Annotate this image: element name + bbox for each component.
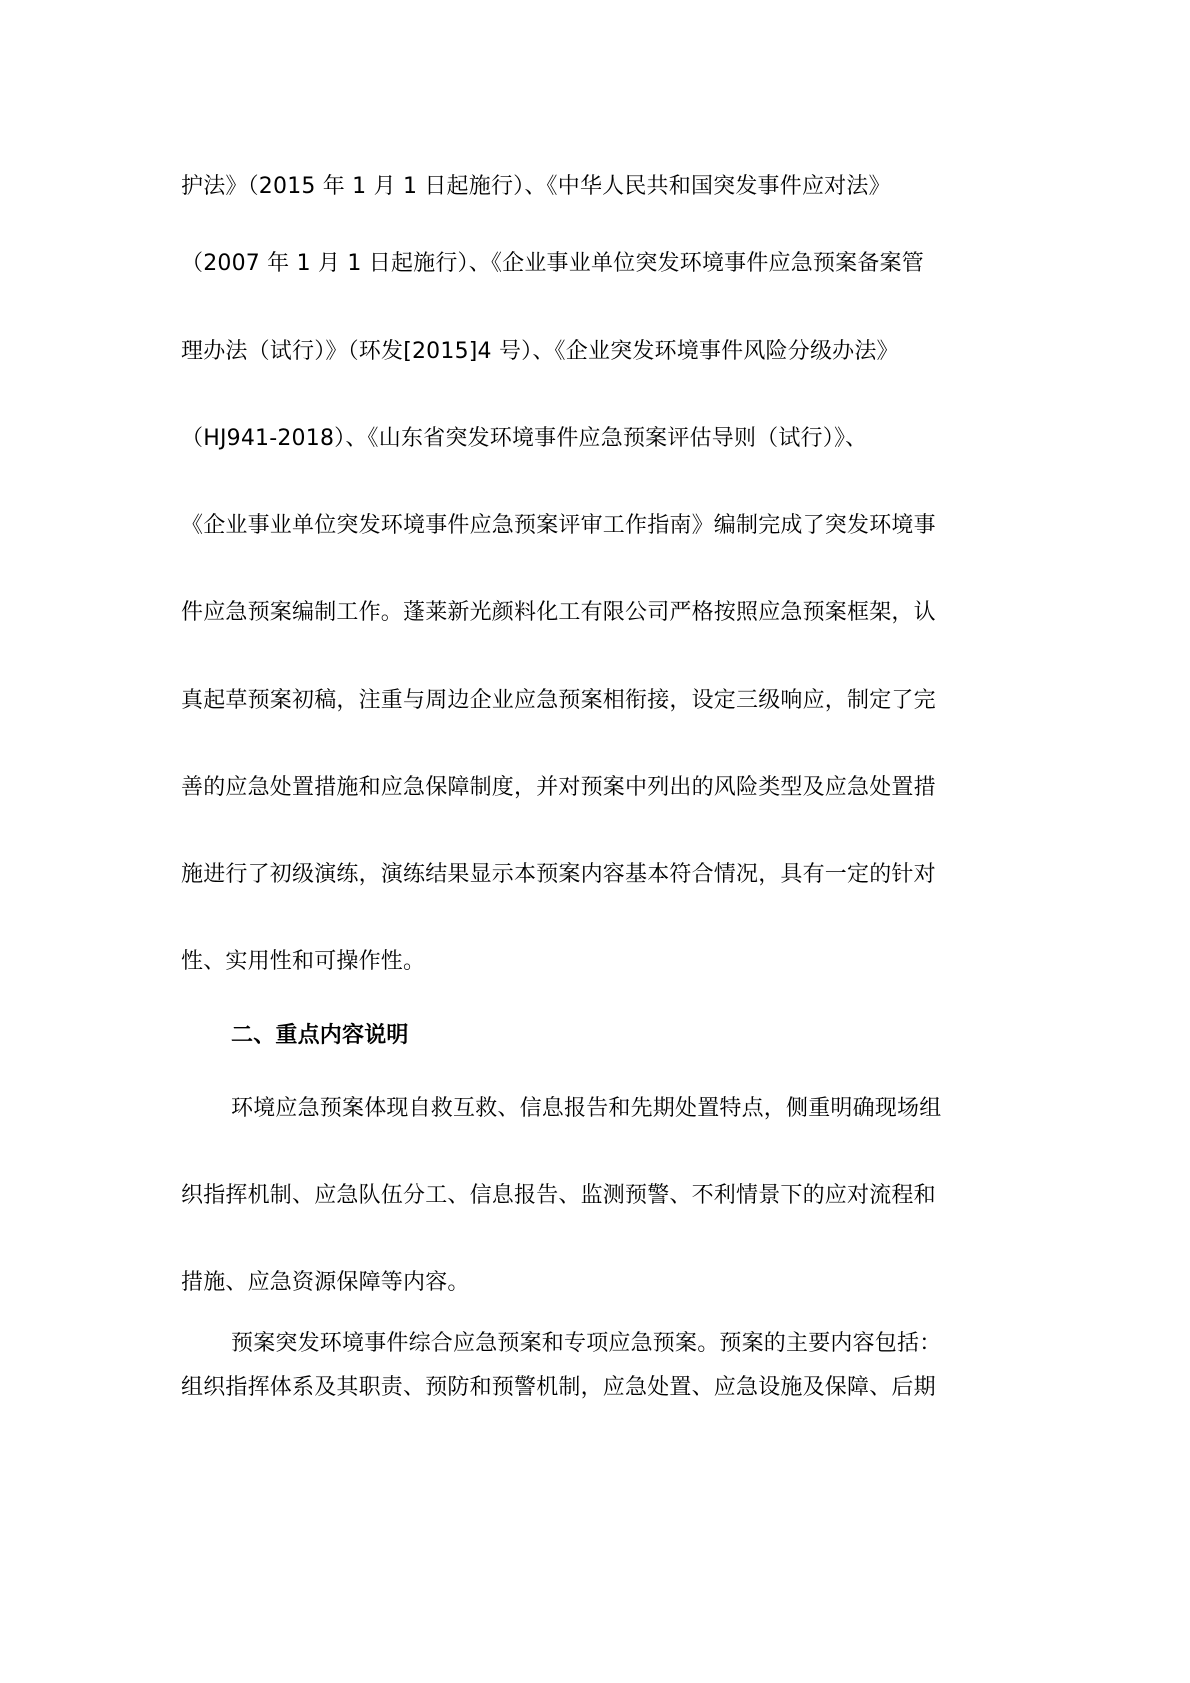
body-text-line: 措施、应急资源保障等内容。 bbox=[181, 1270, 470, 1295]
body-text-line: 件应急预案编制工作。蓬莱新光颜料化工有限公司严格按照应急预案框架，认 bbox=[181, 600, 936, 625]
body-text-line: 理办法（试行）》（环发[2015]4 号）、《企业突发环境事件风险分级办法》 bbox=[181, 339, 899, 364]
body-text-line: 善的应急处置措施和应急保障制度，并对预案中列出的风险类型及应急处置措 bbox=[181, 775, 936, 800]
body-text-line: 施进行了初级演练，演练结果显示本预案内容基本符合情况，具有一定的针对 bbox=[181, 862, 936, 887]
body-text-line: 预案突发环境事件综合应急预案和专项应急预案。预案的主要内容包括： bbox=[231, 1331, 942, 1356]
body-text-line: 《企业事业单位突发环境事件应急预案评审工作指南》编制完成了突发环境事 bbox=[181, 513, 936, 538]
body-text-line: （2007 年 1 月 1 日起施行）、《企业事业单位突发环境事件应急预案备案管 bbox=[181, 251, 924, 276]
body-text-line: 性、实用性和可操作性。 bbox=[181, 949, 426, 974]
body-text-line: 织指挥机制、应急队伍分工、信息报告、监测预警、不利情景下的应对流程和 bbox=[181, 1183, 936, 1208]
section-heading: 二、重点内容说明 bbox=[231, 1023, 409, 1048]
body-text-line: 真起草预案初稿，注重与周边企业应急预案相衔接，设定三级响应，制定了完 bbox=[181, 688, 936, 713]
body-text-line: 护法》（2015 年 1 月 1 日起施行）、《中华人民共和国突发事件应对法》 bbox=[181, 174, 891, 199]
body-text-line: 组织指挥体系及其职责、预防和预警机制，应急处置、应急设施及保障、后期 bbox=[181, 1375, 936, 1400]
body-text-line: 环境应急预案体现自救互救、信息报告和先期处置特点，侧重明确现场组 bbox=[231, 1096, 942, 1121]
body-text-line: （HJ941-2018）、《山东省突发环境事件应急预案评估导则（试行）》、 bbox=[181, 426, 868, 451]
